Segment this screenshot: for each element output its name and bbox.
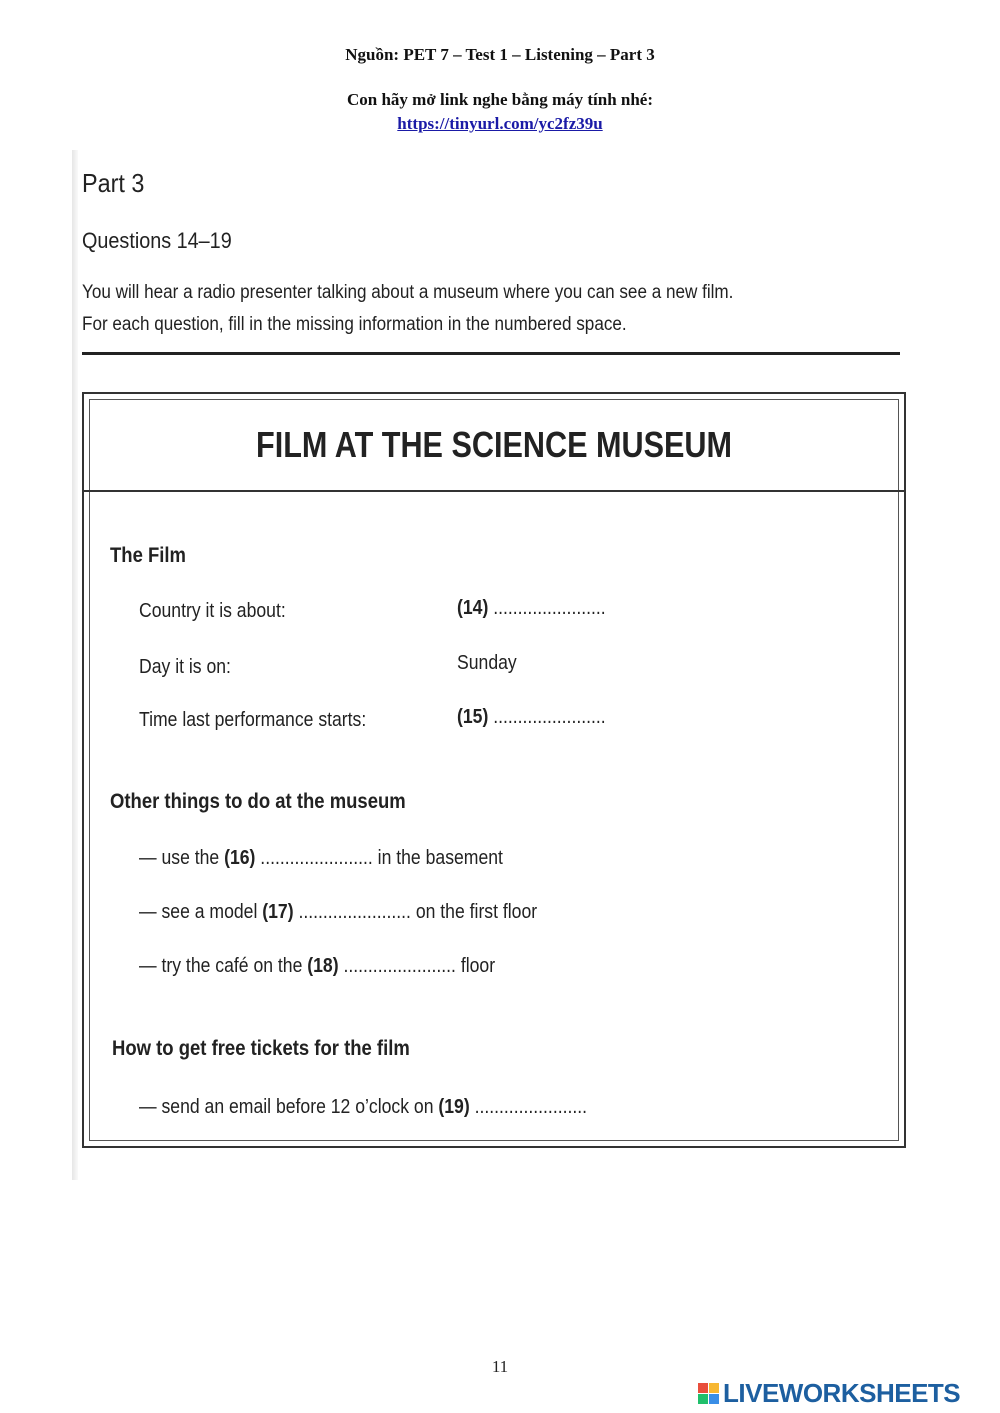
audio-link[interactable]: https://tinyurl.com/yc2fz39u [397,114,603,133]
other-heading: Other things to do at the museum [110,790,406,813]
item-16-text: — use the [139,847,225,869]
question-number-16: (16) [224,847,256,869]
item-16 [139,847,503,870]
source-line: Nguồn: PET 7 – Test 1 – Listening – Part 3 [345,45,655,64]
part-title: Part 3 [82,168,145,198]
blank-18[interactable]: ....................... [338,955,456,977]
item-18-text: — try the café on the [139,955,308,977]
answer-14[interactable] [457,597,606,620]
item-18 [139,955,495,978]
question-number-17: (17) [262,901,294,923]
question-number-14: (14) [457,597,489,619]
scan-edge [72,150,78,1180]
divider [82,352,900,355]
title-separator [84,490,904,492]
instruction-line-1: You will hear a radio presenter talking about a museum where you can see a new film. [82,282,734,303]
item-19-text: — send an email before 12 o’clock on [139,1096,439,1118]
listen-instruction: Con hãy mở link nghe bằng máy tính nhé: [346,90,654,109]
film-heading: The Film [110,544,186,567]
exercise-box [82,392,906,1148]
blank-15[interactable]: ....................... [493,706,606,728]
question-number-15: (15) [457,706,489,728]
item-18-suffix: floor [455,955,496,977]
item-19 [139,1096,587,1119]
tickets-heading: How to get free tickets for the film [112,1037,410,1060]
row-label-day: Day it is on: [139,656,231,678]
audio-link-wrap [0,114,1000,134]
day-value: Sunday [457,652,517,674]
question-number-19: (19) [438,1096,470,1118]
row-label-country: Country it is about: [139,600,286,622]
instruction-line-2: For each question, fill in the missing information in the numbered space. [82,314,627,335]
questions-range: Questions 14–19 [82,228,232,253]
blank-16[interactable]: ....................... [255,847,373,869]
exercise-box-inner [89,399,899,1141]
box-title: FILM AT THE SCIENCE MUSEUM [256,424,732,465]
answer-15[interactable] [457,706,606,729]
brand-text: LIVEWORKSHEETS [723,1378,961,1408]
row-label-time: Time last performance starts: [139,709,367,731]
question-number-18: (18) [307,955,339,977]
item-17-suffix: on the first floor [410,901,538,923]
liveworksheets-logo-icon [698,1383,719,1404]
item-16-suffix: in the basement [372,847,503,869]
page-number: 11 [491,1357,509,1376]
blank-19[interactable]: ....................... [469,1096,588,1118]
item-17 [139,901,537,924]
item-17-text: — see a model [139,901,263,923]
blank-14[interactable]: ....................... [493,597,606,619]
blank-17[interactable]: ....................... [293,901,411,923]
liveworksheets-brand[interactable] [698,1378,960,1409]
